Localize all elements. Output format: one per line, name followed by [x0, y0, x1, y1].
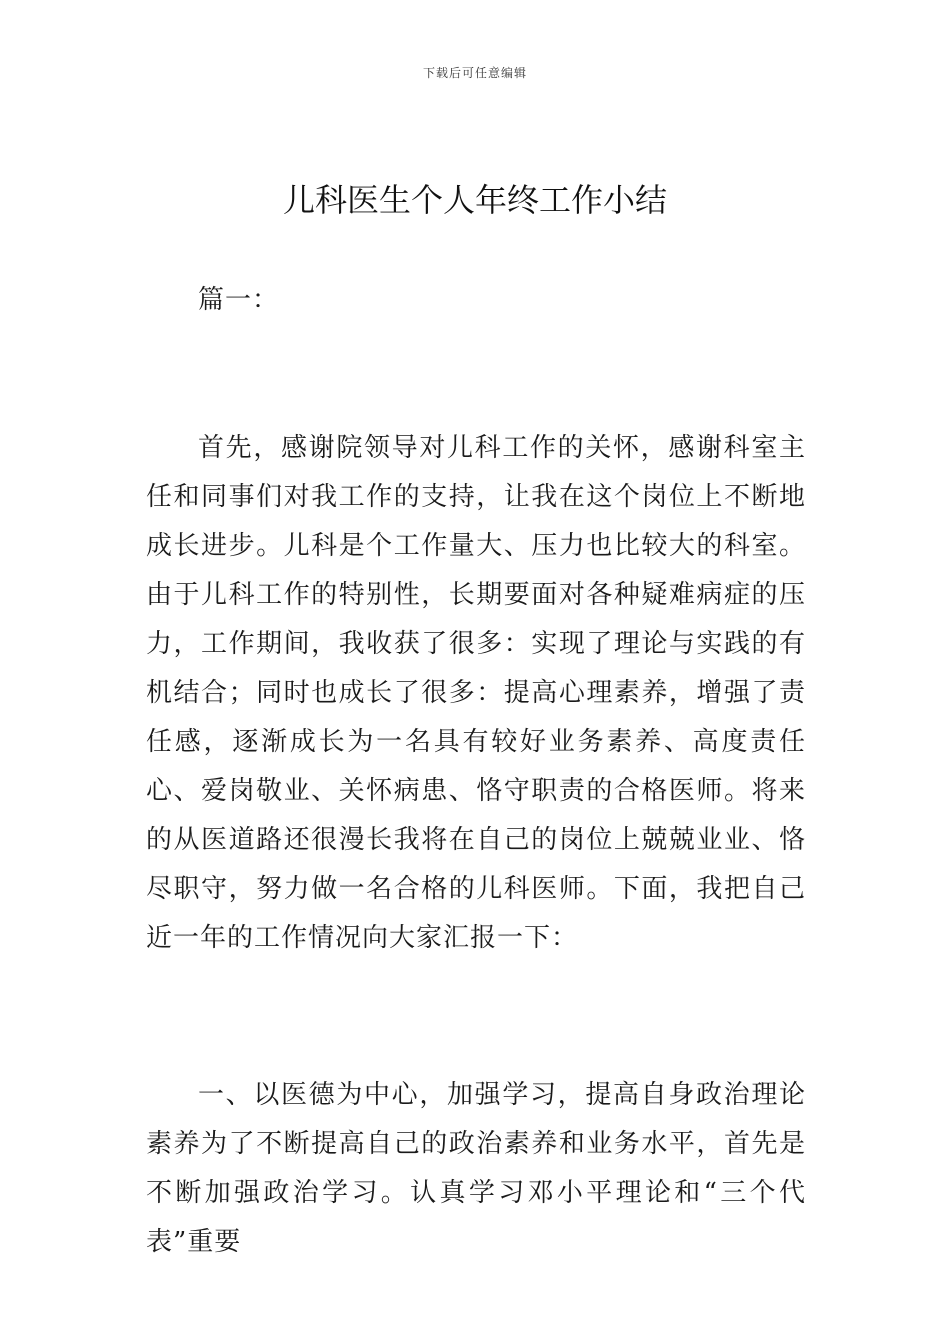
section-label: 篇一：: [198, 285, 280, 315]
paragraph-intro: 首先，感谢院领导对儿科工作的关怀，感谢科室主任和同事们对我工作的支持，让我在这个岗位上不断地成长进步。儿科是个工作量大、压力也比较大的科室。由于儿科工作的特别性，长期要面对各种疑难病症的压力，工作期间，我收获了很多：实现了理论与实践的有机结合；同时也成长了很多：提高心理素养，增强了责任感，逐渐成长为一名具有较好业务素养、高度责任心、爱岗敬业、关怀病患、恪守职责的合格医师。将来的从医道路还很漫长我将在自己的岗位上兢兢业业、恪尽职守，努力做一名合格的儿科医师。下面，我把自己近一年的工作情况向大家汇报一下：: [146, 433, 806, 953]
paragraph-section-one: 一、以医德为中心，加强学习，提高自身政治理论素养为了不断提高自己的政治素养和业务水平，首先是不断加强政治学习。认真学习邓小平理论和“三个代表”重要: [146, 1080, 806, 1257]
document-title: 儿科医生个人年终工作小结: [282, 181, 667, 219]
header-note: 下载后可任意编辑: [422, 66, 527, 80]
